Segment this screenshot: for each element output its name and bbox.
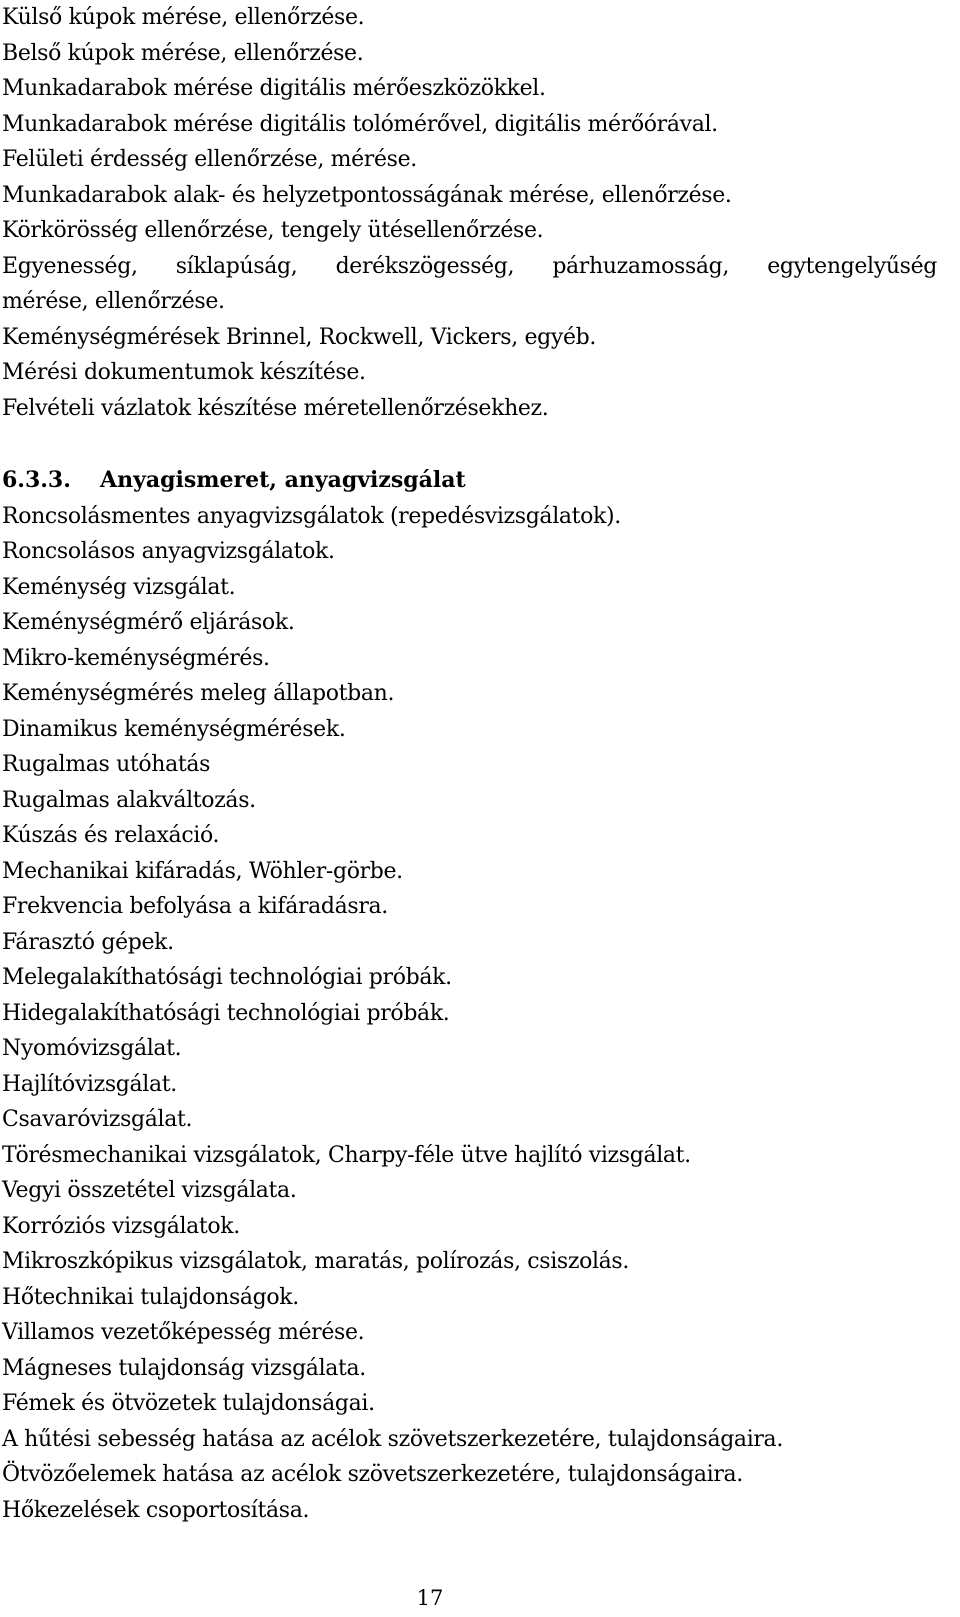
list-item: Nyomóvizsgálat. (2, 1036, 182, 1061)
list-item: Roncsolásmentes anyagvizsgálatok (repedésvizsgálatok). (2, 503, 621, 529)
list-item: Körkörösség ellenőrzése, tengely ütésellenőrzése. (2, 218, 544, 243)
justified-word: derékszögesség, (335, 253, 515, 279)
list-item: Mechanikai kifáradás, Wöhler-görbe. (2, 858, 403, 884)
list-item: Rugalmas alakváltozás. (2, 787, 256, 813)
material-testing-list (2, 499, 952, 1529)
list-item: Mérési dokumentumok készítése. (2, 360, 366, 385)
list-item: Belső kúpok mérése, ellenőrzése. (2, 40, 364, 66)
justified-word: párhuzamosság, (552, 253, 730, 279)
document-page (2, 0, 952, 1528)
list-item-continuation: mérése, ellenőrzése. (2, 289, 225, 314)
list-item: Villamos vezetőképesség mérése. (2, 1320, 365, 1345)
list-item: Fárasztó gépek. (2, 929, 174, 955)
list-item: Külső kúpok mérése, ellenőrzése. (2, 5, 365, 30)
page-number: 17 (416, 1586, 444, 1610)
list-item: Roncsolásos anyagvizsgálatok. (2, 539, 335, 564)
list-item: Keménységmérő eljárások. (2, 610, 295, 635)
list-item: Keménység vizsgálat. (2, 574, 236, 600)
list-item: Hőtechnikai tulajdonságok. (2, 1284, 299, 1310)
list-item: Rugalmas utóhatás (2, 752, 211, 777)
list-item: Felvételi vázlatok készítése méretellenőrzésekhez. (2, 395, 549, 421)
list-item: Korróziós vizsgálatok. (2, 1213, 240, 1239)
list-item: Fémek és ötvözetek tulajdonságai. (2, 1391, 375, 1416)
section-spacer (2, 426, 952, 463)
justified-word: Egyenesség, (2, 253, 138, 279)
list-item: A hűtési sebesség hatása az acélok szövetszerkezetére, tulajdonságaira. (2, 1426, 783, 1452)
section-heading (2, 463, 952, 499)
list-item: Felületi érdesség ellenőrzése, mérése. (2, 147, 417, 172)
list-item: Mikro-keménységmérés. (2, 645, 270, 671)
list-item: Munkadarabok mérése digitális mérőeszközökkel. (2, 76, 546, 101)
list-item: Törésmechanikai vizsgálatok, Charpy-féle ütve hajlító vizsgálat. (2, 1142, 691, 1168)
list-item: Mikroszkópikus vizsgálatok, maratás, polírozás, csiszolás. (2, 1249, 630, 1274)
section-title: Anyagismeret, anyagvizsgálat (100, 467, 466, 493)
list-item: Kúszás és relaxáció. (2, 823, 220, 848)
justified-word: egytengelyűség (767, 253, 937, 279)
list-item: Hőkezelések csoportosítása. (2, 1497, 310, 1523)
list-item: Hajlítóvizsgálat. (2, 1071, 177, 1097)
list-item: Mágneses tulajdonság vizsgálata. (2, 1355, 366, 1381)
list-item: Keménységmérés meleg állapotban. (2, 681, 395, 706)
list-item: Vegyi összetétel vizsgálata. (2, 1178, 297, 1203)
list-item: Hidegalakíthatósági technológiai próbák. (2, 1000, 450, 1026)
list-item: Frekvencia befolyása a kifáradásra. (2, 894, 388, 919)
justified-word: síklapúság, (175, 253, 298, 279)
justified-list-item (2, 249, 937, 285)
list-item: Keménységmérések Brinnel, Rockwell, Vickers, egyéb. (2, 324, 597, 350)
list-item: Csavaróvizsgálat. (2, 1107, 193, 1132)
list-item: Dinamikus keménységmérések. (2, 716, 346, 742)
section-number: 6.3.3. (2, 467, 71, 493)
list-item: Munkadarabok mérése digitális tolómérővel, digitális mérőórával. (2, 111, 718, 137)
list-item: Munkadarabok alak- és helyzetpontosságának mérése, ellenőrzése. (2, 182, 732, 208)
list-item: Melegalakíthatósági technológiai próbák. (2, 965, 452, 990)
measurement-topics-list (2, 0, 952, 426)
list-item: Ötvözőelemek hatása az acélok szövetszerkezetére, tulajdonságaira. (2, 1462, 743, 1487)
